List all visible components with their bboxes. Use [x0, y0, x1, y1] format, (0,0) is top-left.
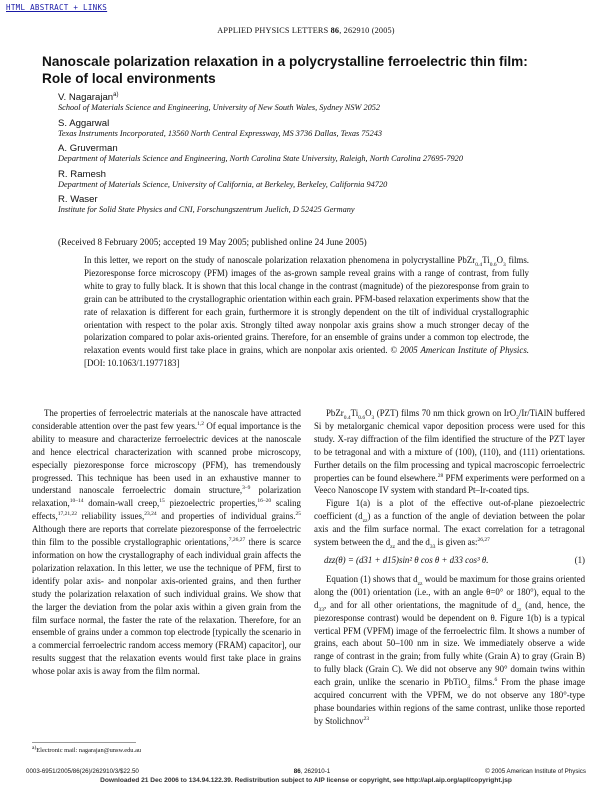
citation[interactable]: 23: [363, 715, 370, 722]
author-name: A. Gruverman: [58, 143, 118, 155]
title-line-2: Role of local environments: [42, 70, 216, 86]
author-affiliation: School of Materials Science and Engineering, University of New South Wales, Sydney NSW 2052: [58, 103, 381, 112]
doi[interactable]: [DOI: 10.1063/1.1977183]: [84, 358, 180, 369]
author-affiliation: Institute for Solid State Physics and CNI, Forschungszentrum Juelich, D 52425 Germany: [58, 205, 355, 215]
author-name: V. Nagarajan: [58, 92, 114, 103]
paragraph: Equation (1) shows that $d_{zz}$ would be maximum for those grains oriented along the (001) orientation (i.e., with an angle θ=0° or 180°), equal to the $d_{33}$, and for all other orientations, the magnitude of $d_{zz}$ (and, hence, the piezoresponse contrast) would be dependent on θ. Figure 1(b) is a typical vertical PFM (VPFM) image of the ferroelectric film. It shows a number of grains, each about 50–100 nm in size. We immediately observe a wide range of contrast in the grain; from fully white (Grain A) to gray (Grain B) to fully black (Grain C). We did not observe any 90° domain twins within each grain, unlike the scenario in PbTiO$_3$ films.$^6$ From the phase image acquired concurrent with the VPFM, we do not observe any 180°-type phase boundaries within regions of the same contrast, unlike those reported by Stolichnov$^{23}$: [314, 573, 586, 726]
citation[interactable]: 10–14: [69, 498, 84, 505]
citation[interactable]: 23,24: [144, 511, 157, 518]
abstract: In this letter, we report on the study of nanoscale polarization relaxation phenomena in polycrystalline $PbZr_{0.4}Ti_{0.6}O_3$ films. Piezoresponse force microscopy (PFM) images of the as-grown sample reveal grains with a range of contrast, from fully white to gray to fully black. It is shown that this local change in the contrast (magnitude) of the piezoresponse from grain to grain can be attributed to the crystallographic orientation within each grain. PFM-based relaxation experiments show that the rate of relaxation is different for each grain, furthermore it is strongly dependent on the tilt of individual crystallographic orientation with respect to the polar axis. Strongly tilted away nonpolar axis grains show a much stronger decay of the polarization compared to polar axis-oriented grains. Therefore, for an ensemble of grains under a common top electrode, the relaxation events would first take place in grains, which are nonpolar axis oriented. © 2005 American Institute of Physics. [DOI: 10.1063/1.1977183]: [84, 255, 530, 369]
issn-code: 0003-6951/2005/86(26)/262910/3/$22.50: [26, 768, 139, 775]
journal-header: [0, 26, 612, 35]
page-footer: [26, 768, 586, 775]
equation-1: [324, 554, 585, 567]
citation[interactable]: 25: [295, 511, 301, 518]
author-entry: [58, 194, 538, 215]
article-info: , 262910 (2005): [339, 26, 395, 35]
paragraph: $PbZr_{0.4}Ti_{0.6}O_3$ (PZT) films 70 nm thick grown on IrO$_2$/Ir/TiAlN buffered Si by metalorganic chemical vapor deposition process were used for this study. X-ray diffraction of the film identified the structure of the PZT layer to be tetragonal and with a mixture of (100), (110), and (111) orientations. Further details on the film processing and typical macroscopic ferroelectric properties can be found elsewhere.$^{28}$ PFM experiments were performed on a Veeco Nanoscope IV system with standard Pt–Ir-coated tips.: [314, 408, 585, 496]
citation[interactable]: 1,2: [197, 420, 204, 427]
journal-name: APPLIED PHYSICS LETTERS: [217, 26, 329, 35]
download-notice: Downloaded 21 Dec 2006 to 134.94.122.39. Redistribution subject to AIP license or copyright, see http://apl.aip.org/apl/copyright.jsp: [100, 777, 512, 784]
author-footnote-marker[interactable]: a): [113, 91, 119, 98]
left-column: [32, 407, 301, 678]
citation[interactable]: 28: [437, 472, 444, 479]
paragraph: Figure 1(a) is a plot of the effective out-of-plane piezoelectric coefficient $(d_{zz})$ as a function of the angle of deviation between the polar axis and the film surface normal. The exact correlation for a tetragonal system between the $d_{zz}$ and the $d_{33}$ is given as:$^{26,27}$: [314, 498, 585, 550]
author-entry: [58, 169, 538, 190]
citation[interactable]: 26,27: [477, 537, 490, 544]
citation[interactable]: 7,26,27: [228, 537, 246, 544]
citation[interactable]: 17,21,22: [57, 511, 77, 518]
author-entry: [58, 92, 538, 113]
paragraph: The properties of ferroelectric materials at the nanoscale have attracted considerable attention over the past few years.$^{1,2}$ Of equal importance is the ability to measure and characterize ferroelectric devices at the nanoscale and hence electrical characterization with scanned probe microscopy, especially piezoresponse force microscopy (PFM), has tremendously progressed. This technique has been used in an exhaustive manner to understand nanoscale ferroelectric domain structure,$^{3-9}$ polarization relaxation,$^{10-14}$ domain-wall creep,$^{15}$ piezoelectric properties,$^{16-20}$ scaling effects,$^{17,21,22}$ reliability issues,$^{23,24}$ and properties of individual grains.$^{25}$ Although there are reports that correlate piezoresponse of the ferroelectric thin film to the possible crystallographic orientations,$^{7,26,27}$ there is scarce information on how the crystallography of each individual grain affects the polarization relaxation. In this letter, we use the technique of PFM, first to identify polar axis- and nonpolar axis-oriented grains, and then further study the polarization relaxation of such individual grains. We show that the larger the deviation from the polar axis within a given grain from the film surface normal, the faster the rate of the relaxation. Therefore, for an ensemble of grains under a common top electrode [typically the scenario in a commercial ferroelectric random access memory (FRAM) capacitor], our results suggest that the relaxation events would first take place in grains whose polar axis is away from the film normal.: [32, 408, 301, 677]
author-name: R. Waser: [58, 194, 98, 206]
author-name: R. Ramesh: [58, 168, 106, 180]
author-affiliation: Department of Materials Science, University of California, at Berkeley, Berkeley, California 94720: [58, 179, 388, 189]
footnote-divider: [32, 742, 136, 743]
citation[interactable]: 6: [494, 677, 498, 684]
citation[interactable]: 16–20: [257, 498, 272, 505]
abstract-copyright: © 2005 American Institute of Physics.: [390, 345, 530, 356]
author-list: [58, 92, 538, 220]
author-affiliation: Texas Instruments Incorporated, 13560 North Central Expressway, MS 3736 Dallas, Texas 75243: [58, 128, 383, 138]
journal-volume: 86: [330, 26, 340, 35]
page-number: 86, 262910-1: [293, 768, 331, 775]
footnote: $^{a)}$Electronic mail: nagarajan@unsw.edu.au: [32, 744, 142, 754]
author-name: S. Aggarwal: [58, 117, 110, 129]
citation[interactable]: 3–9: [242, 485, 251, 492]
received-dates: (Received 8 February 2005; accepted 19 May 2005; published online 24 June 2005): [58, 237, 367, 247]
author-entry: [58, 118, 538, 139]
right-column: [314, 407, 585, 728]
author-affiliation: Department of Materials Science and Engineering, North Carolina State University, Raleigh, North Carolina 27695-7920: [58, 154, 463, 164]
paper-title: [42, 54, 572, 87]
equation-number: (1): [574, 554, 585, 565]
author-entry: [58, 143, 538, 164]
html-abstract-links[interactable]: HTML ABSTRACT + LINKS: [6, 3, 108, 12]
citation[interactable]: 15: [159, 498, 165, 505]
title-line-1: Nanoscale polarization relaxation in a polycrystalline ferroelectric thin film:: [42, 54, 528, 69]
footer-copyright: © 2005 American Institute of Physics: [485, 768, 586, 775]
equation-text: dzz(θ) = (d31 + d15)sin² θ cos θ + d33 cos³ θ.: [324, 554, 489, 565]
